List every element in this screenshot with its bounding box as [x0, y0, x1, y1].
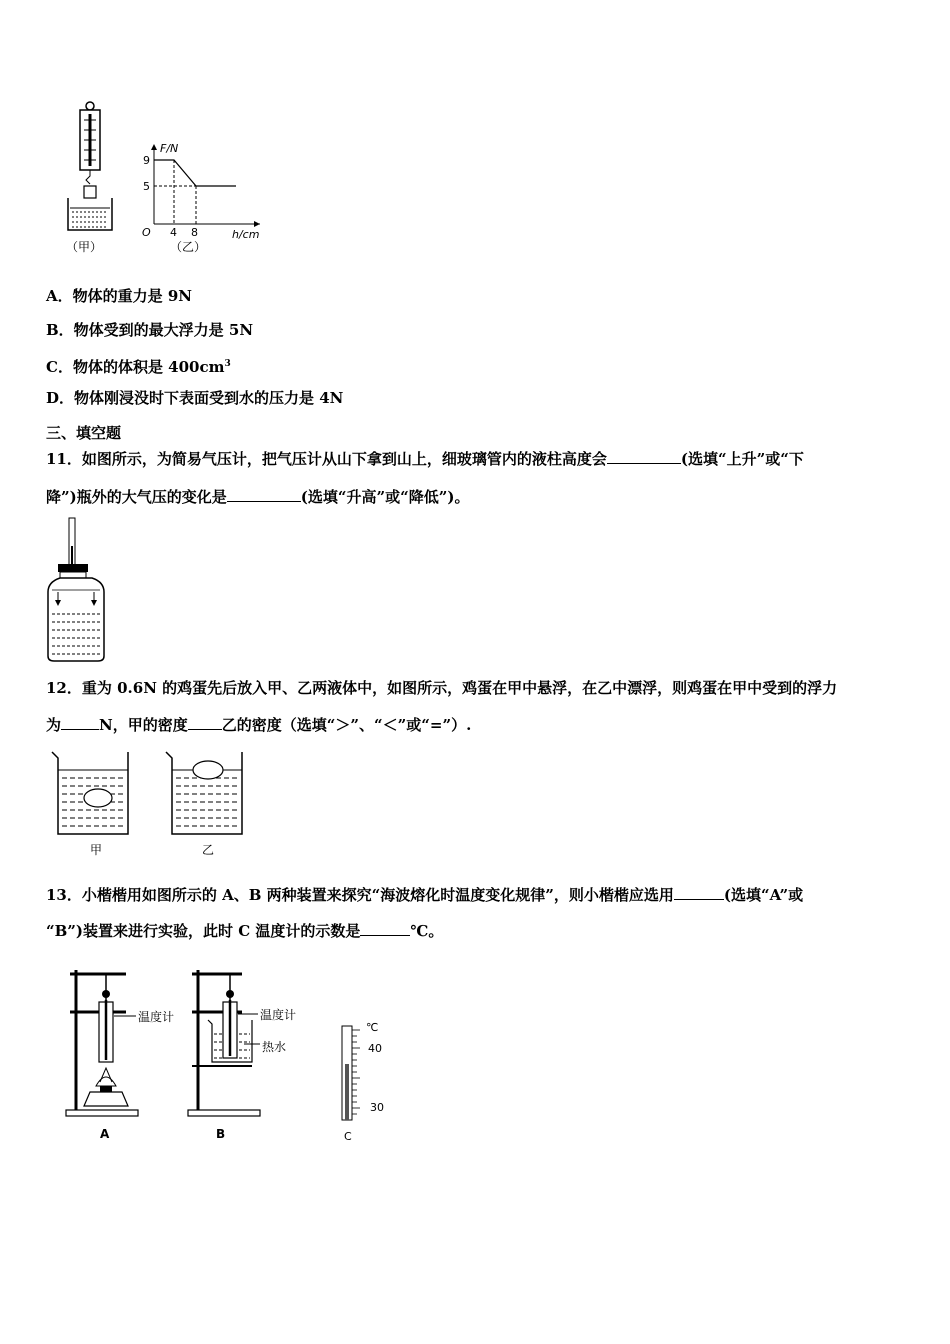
q13-text-2b: ℃。 [410, 922, 444, 940]
label-yi: （乙） [170, 240, 207, 254]
q13-blank-1[interactable] [674, 884, 724, 900]
q11-text-2b: (选填“升高”或“降低”)。 [300, 488, 470, 506]
q10-figure [60, 100, 270, 260]
x-axis-label: h/cm [232, 228, 260, 240]
q11-text-2a: 降”)瓶外的大气压的变化是 [46, 488, 227, 506]
q13-line2 [46, 920, 443, 941]
a-thermometer-label: 温度计 [138, 1010, 175, 1024]
egg-beakers-diagram [46, 748, 256, 860]
option-a: A．物体的重力是 9N [46, 287, 193, 305]
q11-blank-2[interactable] [227, 486, 301, 502]
origin-label: O [142, 226, 151, 239]
barometer-bottle-diagram [44, 516, 108, 664]
q11-blank-1[interactable] [607, 448, 681, 464]
b-thermometer-label: 温度计 [260, 1008, 297, 1022]
option-b: B．物体受到的最大浮力是 5N [46, 321, 254, 339]
label-jia: （甲） [66, 240, 103, 254]
option-c-text: C．物体的体积是 400cm [46, 358, 225, 376]
apparatus-b [188, 970, 260, 1116]
q12-text-2c: 乙的密度（选填“＞”、“＜”或“=”）. [221, 716, 472, 734]
option-c-sup: 3 [224, 359, 231, 369]
option-d: D．物体刚浸没时下表面受到水的压力是 4N [46, 389, 344, 407]
q12-line2 [46, 714, 471, 735]
force-curve [154, 160, 236, 186]
q12-text-2a: 为 [46, 716, 62, 734]
option-c [46, 354, 231, 377]
q12-blank-1[interactable] [61, 714, 99, 730]
q13-text-2a: “B”)装置来进行实验，此时 C 温度计的示数是 [46, 922, 361, 940]
apparatus-a [66, 970, 138, 1116]
scale-40: 40 [368, 1042, 382, 1055]
beaker-label-jia: 甲 [90, 843, 103, 857]
q13-blank-2[interactable] [360, 920, 410, 936]
beaker-label-yi: 乙 [202, 843, 215, 857]
apparatus-label-b: B [216, 1127, 226, 1141]
q12-line1: 12．重为 0.6N 的鸡蛋先后放入甲、乙两液体中，如图所示，鸡蛋在甲中悬浮，在乙中漂浮，则鸡蛋在甲中受到的浮力 [46, 679, 838, 697]
x-tick-8: 8 [191, 226, 198, 239]
hot-water-label: 热水 [262, 1040, 287, 1054]
y-axis-label: F/N [160, 142, 179, 155]
section-title: 三、填空题 [46, 424, 122, 442]
egg-in-yi [193, 761, 223, 779]
q13-line1 [46, 884, 803, 905]
scale-30: 30 [370, 1101, 384, 1114]
thermometer-label-c: C [344, 1130, 352, 1143]
spring-scale-beaker-diagram [60, 100, 120, 260]
y-tick-9: 9 [143, 154, 150, 167]
y-tick-5: 5 [143, 180, 150, 193]
thermometer-unit: ℃ [366, 1021, 379, 1034]
q11-line1 [46, 448, 804, 469]
melting-apparatus-diagram [62, 964, 402, 1146]
thermometer-c [342, 1026, 360, 1120]
q12-blank-2[interactable] [188, 714, 222, 730]
q13-text-1a: 13．小楷楷用如图所示的 A、B 两种装置来探究“海波熔化时温度变化规律”，则小楷楷应选用 [46, 886, 674, 904]
q12-text-2b: N，甲的密度 [99, 716, 188, 734]
q13-text-1b: (选填“A”或 [723, 886, 804, 904]
x-tick-4: 4 [170, 226, 177, 239]
q11-text-1a: 11．如图所示，为简易气压计，把气压计从山下拿到山上，细玻璃管内的液柱高度会 [46, 450, 607, 468]
egg-in-jia [84, 789, 112, 807]
force-depth-graph [140, 140, 270, 240]
q11-text-1b: (选填“上升”或“下 [680, 450, 804, 468]
q11-line2 [46, 486, 469, 507]
apparatus-label-a: A [100, 1127, 110, 1141]
